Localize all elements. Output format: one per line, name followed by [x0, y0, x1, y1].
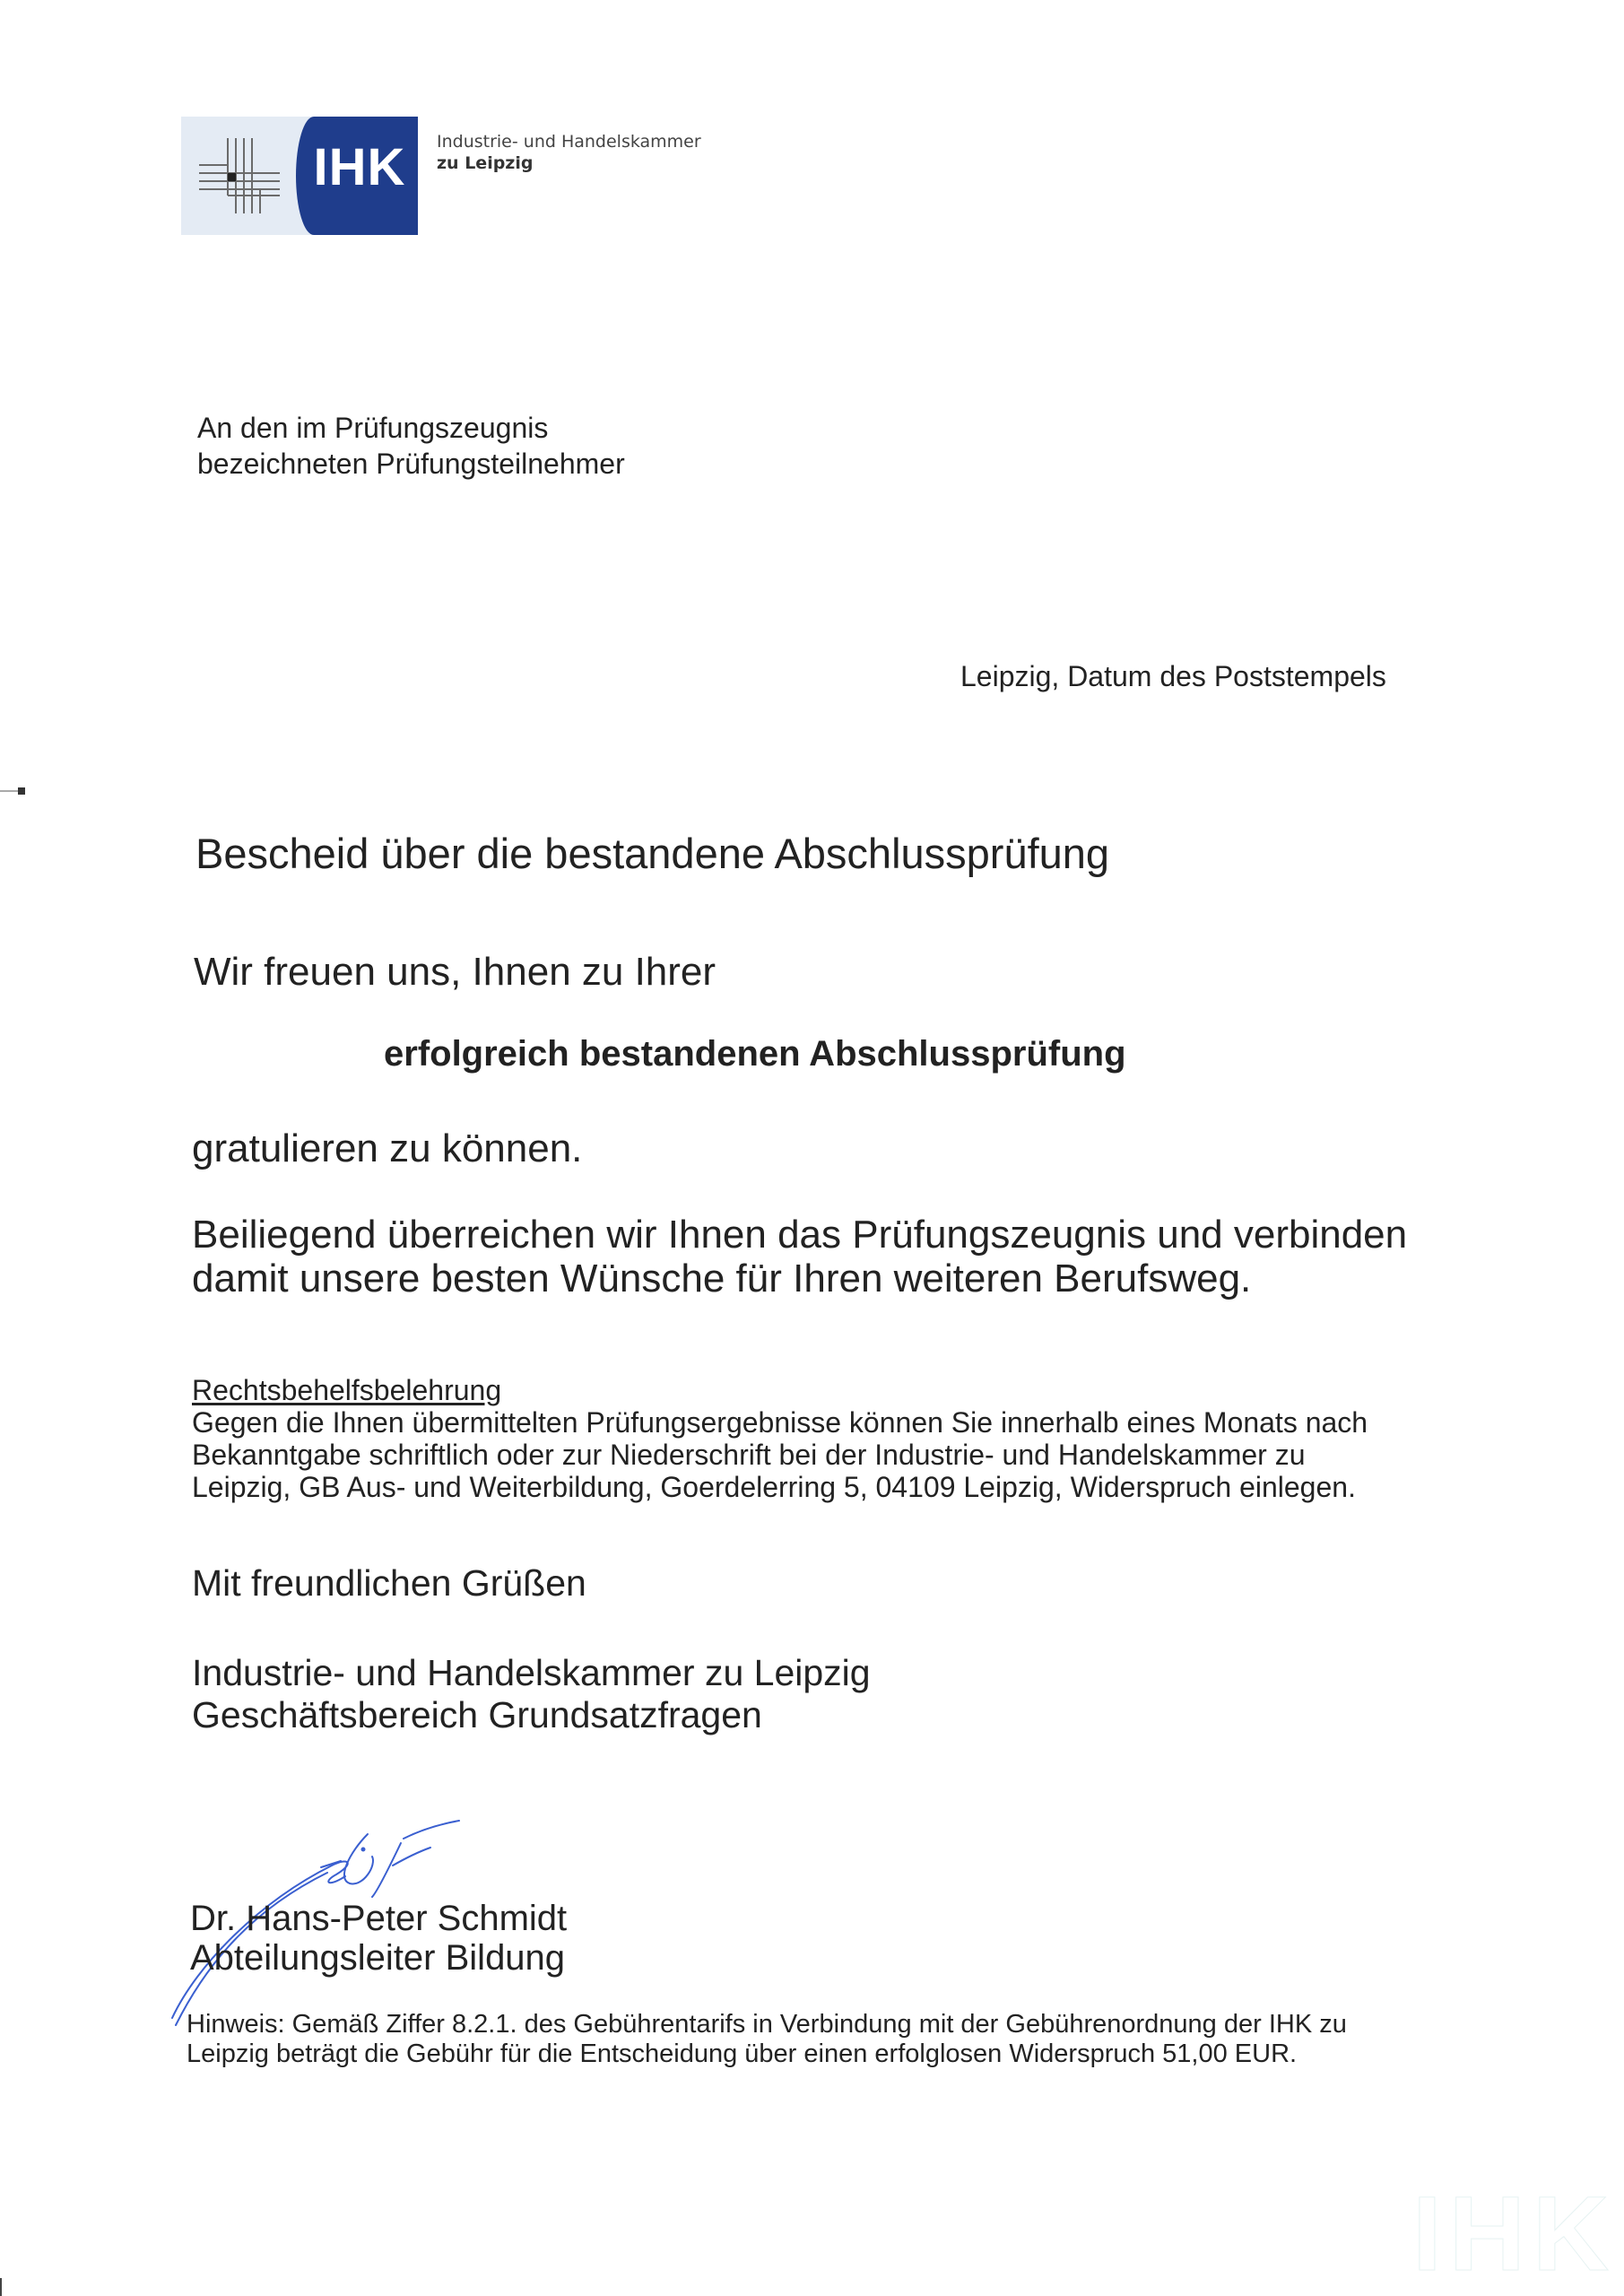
signatory-name: Dr. Hans-Peter Schmidt — [190, 1899, 568, 1938]
logo-org-name — [437, 131, 701, 174]
logo-org-line2: zu Leipzig — [437, 153, 534, 173]
logo-org-line1: Industrie- und Handelskammer — [437, 132, 701, 152]
recipient-line1: An den im Prüfungszeugnis — [197, 412, 549, 444]
signatory-title: Abteilungsleiter Bildung — [190, 1938, 566, 1978]
fold-mark — [0, 790, 20, 792]
ihk-watermark: IHK — [1412, 2175, 1617, 2293]
body-congrats: gratulieren zu können. — [192, 1126, 583, 1170]
body-enclosure-line2: damit unsere besten Wünsche für Ihren weiteren Berufsweg. — [192, 1257, 1252, 1300]
legal-line: Bekanntgabe schriftlich oder zur Niederschrift bei der Industrie- und Handelskammer zu — [192, 1439, 1306, 1471]
body-highlight: erfolgreich bestandenen Abschlussprüfung — [384, 1034, 1126, 1074]
recipient-line2: bezeichneten Prüfungsteilnehmer — [197, 448, 625, 480]
fold-mark-dot — [18, 787, 25, 795]
legal-line: Gegen die Ihnen übermittelten Prüfungsergebnisse können Sie innerhalb eines Monats nach — [192, 1406, 1368, 1439]
closing-greeting: Mit freundlichen Grüßen — [192, 1562, 586, 1604]
edge-mark — [0, 2278, 2, 2296]
logo-abbr: IHK — [313, 138, 406, 196]
body-enclosure-line1: Beiliegend überreichen wir Ihnen das Prüfungszeugnis und verbinden — [192, 1213, 1408, 1257]
legal-line: Leipzig, GB Aus- und Weiterbildung, Goerdelerring 5, 04109 Leipzig, Widerspruch einlegen. — [192, 1471, 1356, 1503]
closing-org-line1: Industrie- und Handelskammer zu Leipzig — [192, 1652, 871, 1693]
fee-note-line: Hinweis: Gemäß Ziffer 8.2.1. des Gebührentarifs in Verbindung mit der Gebührenordnung der IHK zu — [187, 2010, 1347, 2039]
ihk-logo — [181, 117, 418, 235]
legal-heading: Rechtsbehelfsbelehrung — [192, 1374, 502, 1406]
date-line: Leipzig, Datum des Poststempels — [960, 660, 1386, 692]
closing-org-line2: Geschäftsbereich Grundsatzfragen — [192, 1694, 762, 1735]
fee-note-line: Leipzig beträgt die Gebühr für die Entscheidung über einen erfolglosen Widerspruch 51,00 EUR. — [187, 2039, 1298, 2068]
grid-emblem-icon — [199, 136, 298, 217]
body-intro: Wir freuen uns, Ihnen zu Ihrer — [194, 950, 716, 994]
subject-heading: Bescheid über die bestandene Abschlussprüfung — [195, 830, 1110, 877]
